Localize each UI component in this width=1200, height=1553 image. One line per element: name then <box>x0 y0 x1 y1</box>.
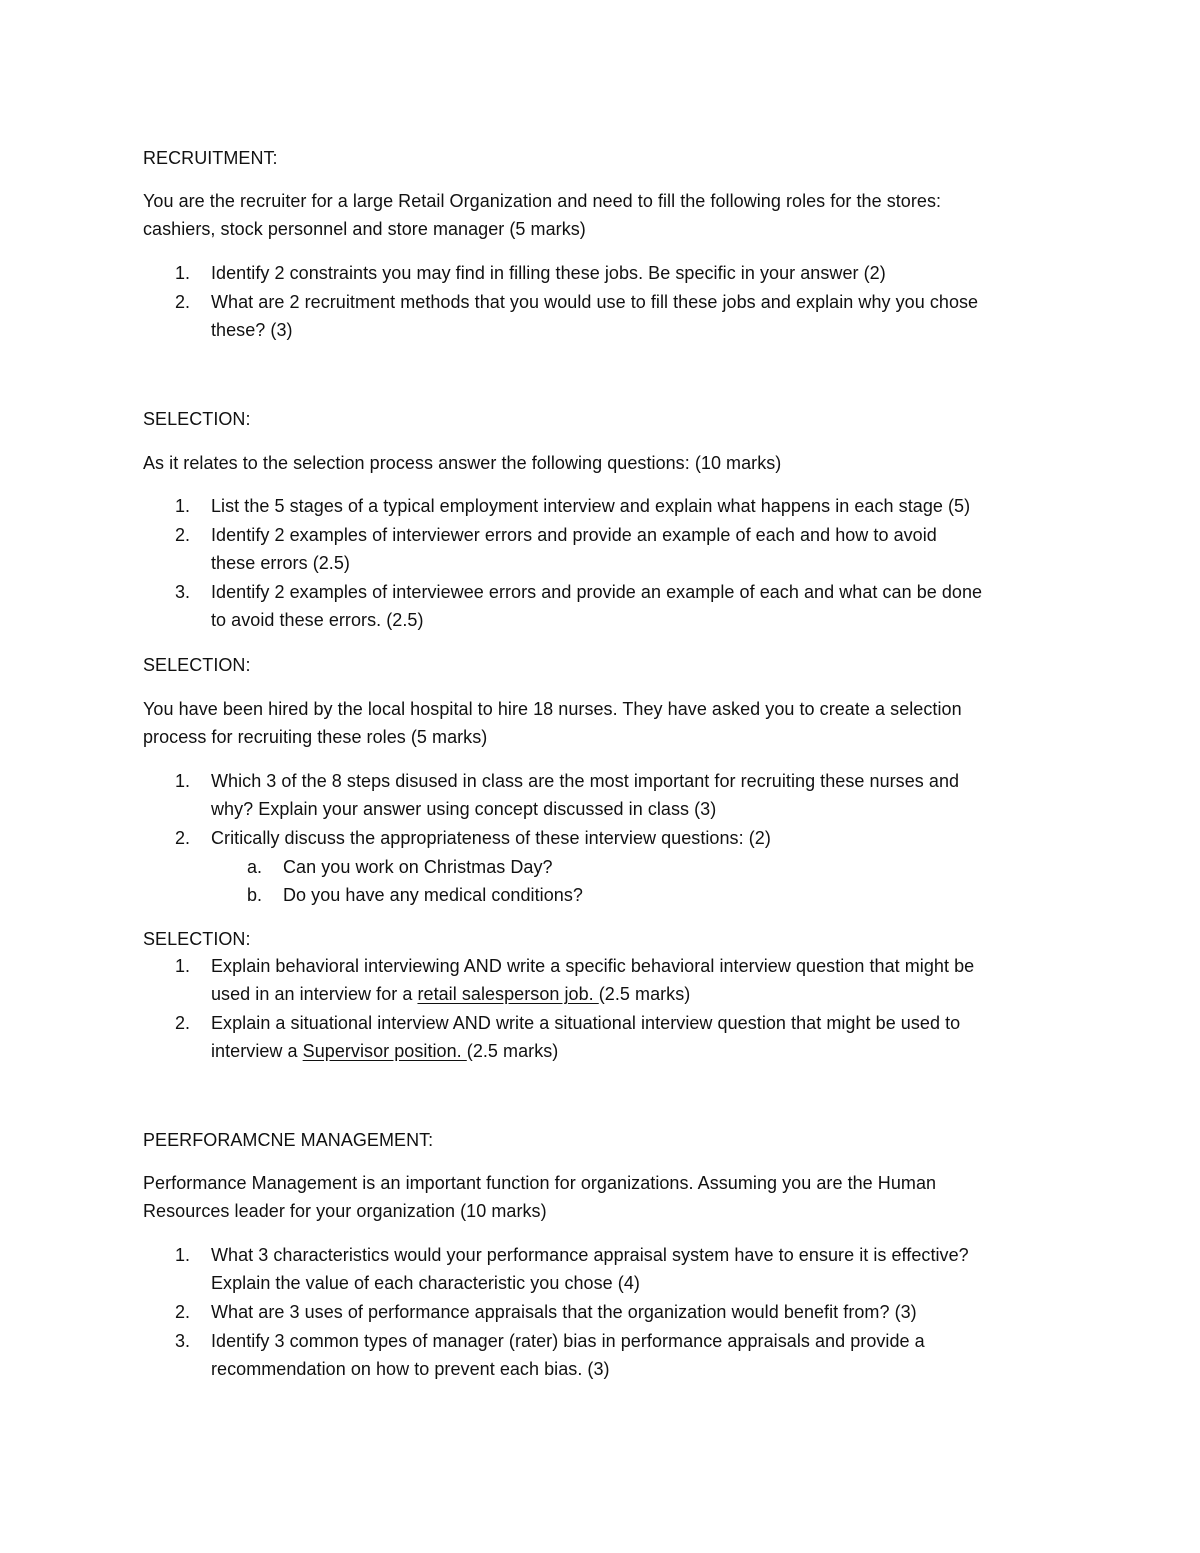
list-item-number: 1. <box>175 1245 191 1265</box>
sub-item-letter: a. <box>247 857 263 877</box>
list-item-text: What 3 characteristics would your performance appraisal system have to ensure it is effective? <box>211 1245 969 1265</box>
list-item-number: 1. <box>175 771 191 791</box>
list-item-number: 2. <box>175 1302 191 1322</box>
underlined-job-title: Supervisor position. <box>302 1041 467 1061</box>
underlined-job-title: retail salesperson job. <box>417 984 599 1004</box>
list-item-text: why? Explain your answer using concept discussed in class (3) <box>211 799 717 819</box>
section-heading-selection: SELECTION: <box>143 409 251 429</box>
list-item-text <box>211 983 690 1005</box>
text-segment: interview a <box>211 1041 303 1061</box>
text-segment: used in an interview for a <box>211 984 418 1004</box>
list-item-number: 2. <box>175 1013 191 1033</box>
list-item-number: 1. <box>175 263 191 283</box>
list-item-text: Critically discuss the appropriateness of these interview questions: (2) <box>211 828 771 848</box>
performance-intro-line-2: Resources leader for your organization (10 marks) <box>143 1201 547 1221</box>
list-item-text: What are 3 uses of performance appraisals that the organization would benefit from? (3) <box>211 1302 917 1322</box>
list-item-number: 3. <box>175 582 191 602</box>
list-item-text: Explain the value of each characteristic you chose (4) <box>211 1273 640 1293</box>
section-heading-selection: SELECTION: <box>143 655 251 675</box>
list-item-text: What are 2 recruitment methods that you would use to fill these jobs and explain why you chose <box>211 292 979 312</box>
list-item-number: 1. <box>175 496 191 516</box>
list-item-text <box>211 1040 558 1062</box>
list-item-text: Explain a situational interview AND write a situational interview question that might be used to <box>211 1013 961 1033</box>
list-item-number: 2. <box>175 828 191 848</box>
list-item-text: recommendation on how to prevent each bias. (3) <box>211 1359 610 1379</box>
text-segment: (2.5 marks) <box>466 1041 559 1061</box>
selection-intro-line-2: process for recruiting these roles (5 marks) <box>143 727 488 747</box>
selection-intro-line-1: You have been hired by the local hospital to hire 18 nurses. They have asked you to create a selection <box>143 699 962 719</box>
list-item-number: 2. <box>175 292 191 312</box>
sub-item-letter: b. <box>247 885 263 905</box>
selection-intro-line-1: As it relates to the selection process answer the following questions: (10 marks) <box>143 453 782 473</box>
list-item-text: Identify 3 common types of manager (rater) bias in performance appraisals and provide a <box>211 1331 925 1351</box>
recruitment-intro-line-1: You are the recruiter for a large Retail Organization and need to fill the following roles for the stores: <box>143 191 942 211</box>
section-heading-performance-management: PEERFORAMCNE MANAGEMENT: <box>143 1130 434 1150</box>
text-segment: (2.5 marks) <box>598 984 691 1004</box>
sub-item-text: Can you work on Christmas Day? <box>283 857 553 877</box>
list-item-text: these errors (2.5) <box>211 553 350 573</box>
list-item-text: Identify 2 examples of interviewee errors and provide an example of each and what can be done <box>211 582 983 602</box>
list-item-text: to avoid these errors. (2.5) <box>211 610 424 630</box>
list-item-number: 3. <box>175 1331 191 1351</box>
list-item-text: these? (3) <box>211 320 293 340</box>
list-item-text: Identify 2 constraints you may find in filling these jobs. Be specific in your answer (2) <box>211 263 886 283</box>
sub-item-text: Do you have any medical conditions? <box>283 885 583 905</box>
list-item-text: Which 3 of the 8 steps disused in class are the most important for recruiting these nurses and <box>211 771 960 791</box>
list-item-text: Identify 2 examples of interviewer errors and provide an example of each and how to avoid <box>211 525 937 545</box>
list-item-text: List the 5 stages of a typical employment interview and explain what happens in each stage (5) <box>211 496 971 516</box>
performance-intro-line-1: Performance Management is an important function for organizations. Assuming you are the Human <box>143 1173 937 1193</box>
section-heading-selection: SELECTION: <box>143 929 251 949</box>
list-item-number: 2. <box>175 525 191 545</box>
list-item-text: Explain behavioral interviewing AND write a specific behavioral interview question that might be <box>211 956 975 976</box>
list-item-number: 1. <box>175 956 191 976</box>
recruitment-intro-line-2: cashiers, stock personnel and store manager (5 marks) <box>143 219 586 239</box>
section-heading-recruitment: RECRUITMENT: <box>143 148 278 168</box>
